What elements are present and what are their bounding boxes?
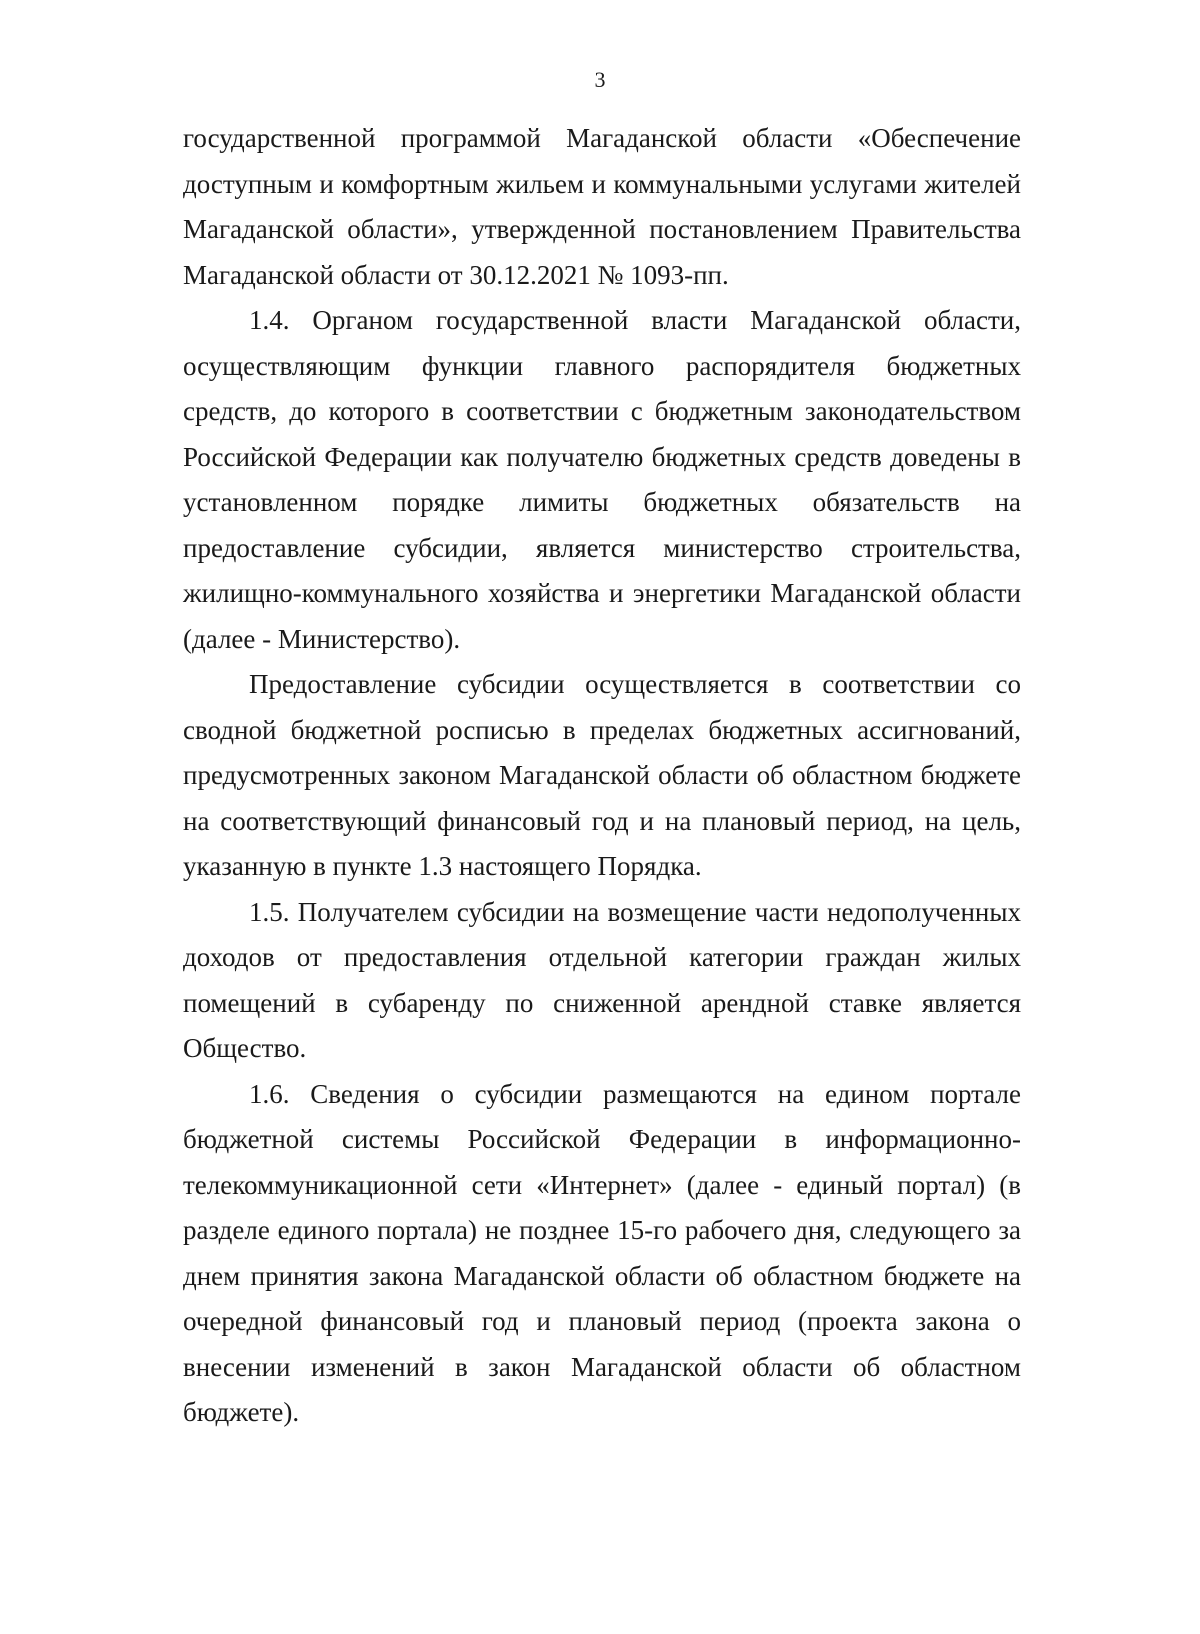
page-number: 3 [594, 67, 606, 92]
paragraph-1-4: 1.4. Органом государственной власти Магаданской области, осуществляющим функции главного распорядителя бюджетных средств, до которого в соответствии с бюджетным законодательством Российской Федерации как получателю бюджетных средств доведены в установленном порядке лимиты бюджетных обязательств на предоставление субсидии, является министерство строительства, жилищно-коммунального хозяйства и энергетики Магаданской области (далее - Министерство). [183, 305, 1021, 654]
document-body [183, 116, 1021, 1436]
paragraph-provision: Предоставление субсидии осуществляется в соответствии со сводной бюджетной росписью в пределах бюджетных ассигнований, предусмотренных законом Магаданской области об областном бюджете на соответствующий финансовый год и на плановый период, на цель, указанную в пункте 1.3 настоящего Порядка. [183, 669, 1021, 881]
paragraph-1-6: 1.6. Сведения о субсидии размещаются на едином портале бюджетной системы Российской Федерации в информационно-телекоммуникационной сети «Интернет» (далее - единый портал) (в разделе единого портала) не позднее 15-го рабочего дня, следующего за днем принятия закона Магаданской области об областном бюджете на очередной финансовый год и плановый период (проекта закона о внесении изменений в закон Магаданской области об областном бюджете). [183, 1078, 1021, 1427]
paragraph-continuation: государственной программой Магаданской области «Обеспечение доступным и комфортным жильем и коммунальными услугами жителей Магаданской области», утвержденной постановлением Правительства Магаданской области от 30.12.2021 № 1093-пп. [183, 123, 1021, 290]
paragraph-1-5: 1.5. Получателем субсидии на возмещение части недополученных доходов от предоставления отдельной категории граждан жилых помещений в субаренду по сниженной арендной ставке является Общество. [183, 896, 1021, 1063]
